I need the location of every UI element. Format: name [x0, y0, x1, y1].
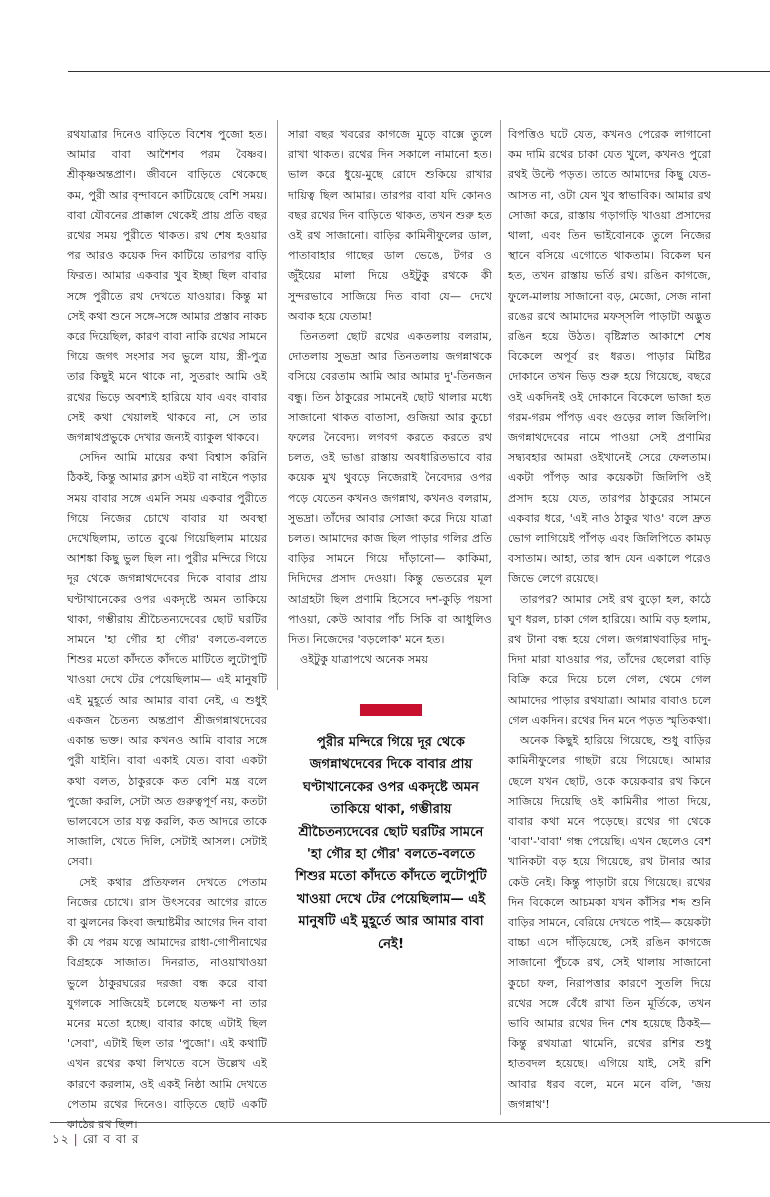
paragraph: ওইটুকু যাত্রাপথে অনেক সময় [300, 653, 429, 667]
article-column-1 [67, 125, 267, 1131]
magazine-name: রো ব বা র [82, 1132, 140, 1146]
paragraph: অনেক কিছুই হারিয়ে গিয়েছে, শুধু বাড়ির কামিনীফুলের গাছটা রয়ে গিয়েছে। আমার ছেলে যখন ছোট, ওকে কয়েকবার রথ কিনে সাজিয়ে দিয়েছি ওই কামিনীর পাতা দিয়ে, বাবার কথা মনে পড়েছে। রথের গা থেকে 'বাবা'-'বাবা' গন্ধ পেয়েছি। এখন ছেলেও বেশ খানিকটা বড় হয়ে গিয়েছে, রথ টানার আর কেউ নেই। কিন্তু পাড়াটা রয়ে গিয়েছে। রথের দিন বিকেলে আচমকা যখন কাঁসির শব্দ শুনি বাড়ির সামনে, বেরিয়ে দেখতে পাই— কয়েকটা বাচ্চা এসে দাঁড়িয়েছে, সেই রঙিন কাগজে সাজানো পুঁচকে রথ, সেই থালায় সাজানো কুচো ফল, নিরাপত্তার কারণে সুতলি দিয়ে রথের সঙ্গে বেঁধে রাখা তিন মূর্তিকে, তখন ভাবি আমার রথের দিন শেষ হয়েছে ঠিকই— কিন্তু রথযাত্রা থামেনি, রথের রশির শুধু হাতবদল হয়েছে। এগিয়ে যাই, সেই রশি আবার ধরব বলে, মনে মনে বলি, 'জয় জগন্নাথ'! [508, 734, 711, 1111]
page-number: ১২ [52, 1132, 70, 1146]
paragraph: সারা বছর খবরের কাগজে মুড়ে বাক্সে তুলে রাখা থাকত। রথের দিন সকালে নামানো হত। ভাল করে ধুয়ে-মুছে রোদে শুকিয়ে রাখার দায়িত্ব ছিল আমার। তারপর বাবা যদি কোনও বছর রথের দিন বাড়িতে থাকত, তখন শুরু হত ওই রথ সাজানো। বাড়ির কামিনীফুলের ডাল, পাতাবাহার গাছের ডাল ভেঙে, টগর ও জুঁইয়ের মালা দিয়ে ওইটুকু রথকে কী সুন্দরভাবে সাজিয়ে দিত বাবা যে— দেখে অবাক হয়ে যেতাম! [288, 128, 492, 323]
column-divider [277, 120, 278, 690]
column-divider [500, 120, 501, 1115]
paragraph: তিনতলা ছোট রথের একতলায় বলরাম, দোতলায় সুভদ্রা আর তিনতলায় জগন্নাথকে বসিয়ে বেরতাম আমি আর আমার দু'-তিনজন বন্ধু। তিন ঠাকুরের সামনেই ছোট থালার মধ্যে সাজানো থাকত বাতাসা, গুজিয়া আর কুচো ফলের নৈবেদ্য। লগবগ করতে করতে রথ চলত, ওই ভাঙা রাস্তায় অবধারিতভাবে বার কয়েক মুখ থুবড়ে নিজেরাই নৈবেদ্যর ওপর পড়ে যেতেন কখনও জগন্নাথ, কখনও বলরাম, সুভদ্রা। তাঁদের আবার সোজা করে দিয়ে যাত্রা চলত। আমাদের কাজ ছিল পাড়ার গলির প্রতি বাড়ির সামনে গিয়ে দাঁড়ানো— কাকিমা, দিদিদের প্রসাদ দেওয়া। কিন্তু ভেতরের মূল আগ্রহটা ছিল প্রণামি হিসেবে দশ-কুড়ি পয়সা পাওয়া, কেউ আবার পাঁচ সিকি বা আধুলিও দিত। নিজেদের 'বড়লোক' মনে হত। [288, 330, 492, 647]
article-column-3 [508, 125, 711, 1115]
paragraph: বিপত্তিও ঘটে যেত, কখনও পেরেক লাগানো কম দামি রথের চাকা যেত খুলে, কখনও পুরো রথই উল্টে পড়ত। তাতে আমাদের কিছু যেত-আসত না, ওটা যেন খুব স্বাভাবিক। আমার রথ সোজা করে, রাস্তায় গড়াগড়ি খাওয়া প্রসাদের থালা, এবং তিন ভাইবোনকে তুলে নিজের স্থানে বসিয়ে এগোতে থাকতাম। বিকেল ঘন হত, তখন রাস্তায় ভর্তি রথ। রঙিন কাগজে, ফুলে-মালায় সাজানো বড়, মেজো, সেজ নানা রঙের রথে আমাদের মফস্সলি পাড়াটা অদ্ভুত রঙিন হয়ে উঠত। বৃষ্টিস্নাত আকাশে শেষ বিকেলে অপূর্ব রং ধরত। পাড়ার মিষ্টির দোকানে তখন ভিড় শুরু হয়ে গিয়েছে, বছরে ওই একদিনই ওই দোকানে বিকেলে ভাজা হত গরম-গরম পাঁপড় এবং গুড়ের লাল জিলিপি। জগন্নাথদেবের নামে পাওয়া সেই প্রণামির সদ্ব্যবহার আমরা ওইখানেই সেরে ফেলতাম। একটা পাঁপড় আর কয়েকটা জিলিপি ওই প্রসাদ হয়ে যেত, তারপর ঠাকুরের সামনে একবার ধরে, 'এই নাও ঠাকুর খাও' বলে দ্রুত ভোগ লাগিয়েই পাঁপড় এবং জিলিপিতে কামড় বসাতাম। আহা, তার স্বাদ যেন একালে পরেও জিভে লেগে রয়েছে। [508, 128, 711, 586]
footer-separator: | [73, 1132, 79, 1146]
page-footer [52, 1131, 139, 1151]
pull-quote-text: পুরীর মন্দিরে গিয়ে দূর থেকে জগন্নাথদেবের দিকে বাবার প্রায় ঘণ্টাখানেকের ওপর একদৃষ্টে অমন তাকিয়ে থাকা, গম্ভীরায় শ্রীচৈতন্যদেবের ছোট ঘরটির সামনে 'হা গৌর হা গৌর' বলতে-বলতে শিশুর মতো কাঁদতে কাঁদতে লুটোপুটি খাওয়া দেখে টের পেয়েছিলাম— এই মানুষটি এই মুহূর্তে আর আমার বাবা নেই! [295, 735, 487, 952]
paragraph: তারপর? আমার সেই রথ বুড়ো হল, কাঠে ঘুণ ধরল, চাকা গেল হারিয়ে। আমি বড় হলাম, রথ টানা বন্ধ হয়ে গেল। জগন্নাথবাড়ির দাদু-দিদা মারা যাওয়ার পর, তাঁদের ছেলেরা বাড়ি বিক্রি করে দিয়ে চলে গেল, থেমে গেল আমাদের পাড়ার রথযাত্রা। আমার বাবাও চলে গেল একদিন। রথের দিন মনে পড়ত স্মৃতিকথা। [508, 592, 711, 727]
paragraph: রথযাত্রার দিনেও বাড়িতে বিশেষ পুজো হত। আমার বাবা আশৈশব পরম বৈষ্ণব। শ্রীকৃষ্ণঅন্তপ্রাণ। জীবনে বাড়িতে থেকেছে কম, পুরী আর বৃন্দাবনে কাটিয়েছে বেশি সময়। বাবা যৌবনের প্রাক্কাল থেকেই প্রায় প্রতি বছর রথের সময় পুরীতে থাকত। রথ শেষ হওয়ার পর আরও কয়েক দিন কাটিয়ে তারপর বাড়ি ফিরত। আমার একবার খুব ইচ্ছা ছিল বাবার সঙ্গে পুরীতে রথ দেখতে যাওয়ার। কিন্তু মা সেই কথা শুনে সঙ্গে-সঙ্গে আমার প্রস্তাব নাকচ করে দিয়েছিল, কারণ বাবা নাকি রথের সামনে গিয়ে জগৎ সংসার সব ভুলে যায়, স্ত্রী-পুত্র তার কিছুই মনে থাকে না, সুতরাং আমি ওই রথের ভিড়ে অবশ্যই হারিয়ে যাব এবং বাবার সেই কথা খেয়ালই থাকবে না, সে তার জগন্নাথপ্রভুকে দেখার জন্যই ব্যাকুল থাকবে। [67, 128, 267, 445]
footer-rule [50, 1122, 770, 1123]
top-rule [68, 71, 770, 72]
paragraph: সেই কথার প্রতিফলন দেখতে পেতাম নিজের চোখে। রাস উৎসবের আগের রাতে বা ঝুলনের কিংবা জন্মাষ্টমীর আগের দিন বাবা কী যে পরম যত্নে আমাদের রাধা-গোপীনাথের বিগ্রহকে সাজাত। দিনরাত, নাওয়াখাওয়া ভুলে ঠাকুরঘরের দরজা বন্ধ করে বাবা যুগলকে সাজিয়েই চলেছে যতক্ষণ না তার মনের মতো হচ্ছে। বাবার কাছে এটাই ছিল 'সেবা', এটাই ছিল তার 'পুজো'। এই কথাটি এখন রথের কথা লিখতে বসে উল্লেখ এই কারণে করলাম, ওই একই নিষ্ঠা আমি দেখতে পেতাম রথের দিনেও। বাড়িতে ছোট একটি কাঠের রথ ছিল। [67, 875, 267, 1131]
article-column-2 [288, 125, 492, 685]
pull-quote-accent-bar [360, 704, 422, 716]
paragraph: সেদিন আমি মায়ের কথা বিশ্বাস করিনি ঠিকই, কিন্তু আমার ক্লাস এইট বা নাইনে পড়ার সময় বাবার সঙ্গে এমনি সময় একবার পুরীতে গিয়ে নিজের চোখে বাবার যা অবস্থা দেখেছিলাম, তাতে বুঝে গিয়েছিলাম মায়ের আশঙ্কা কিছু ভুল ছিল না। পুরীর মন্দিরে গিয়ে দূর থেকে জগন্নাথদেবের দিকে বাবার প্রায় ঘণ্টাখানেকের ওপর একদৃষ্টে অমন তাকিয়ে থাকা, গম্ভীরায় শ্রীচৈতন্যদেবের ছোট ঘরটির সামনে 'হা গৌর হা গৌর' বলতে-বলতে শিশুর মতো কাঁদতে কাঁদতে মাটিতে লুটোপুটি খাওয়া দেখে টের পেয়েছিলাম— এই মানুষটি এই মুহূর্তে আর আমার বাবা নেই, এ শুধুই একজন চৈতন্য অন্তপ্রাণ শ্রীজগন্নাথদেবের একান্ত ভক্ত। আর কখনও আমি বাবার সঙ্গে পুরী যাইনি। বাবা একাই যেত। বাবা একটা কথা বলত, ঠাকুরকে কত বেশি মন্ত্র বলে পুজো করলি, সেটা অত গুরুত্বপূর্ণ নয়, কতটা ভালবেসে তার যত্ন করলি, কত আদরে তাকে সাজালি, খেতে দিলি, সেটাই আসল। সেটাই সেবা। [67, 451, 267, 869]
pull-quote [292, 700, 490, 1105]
